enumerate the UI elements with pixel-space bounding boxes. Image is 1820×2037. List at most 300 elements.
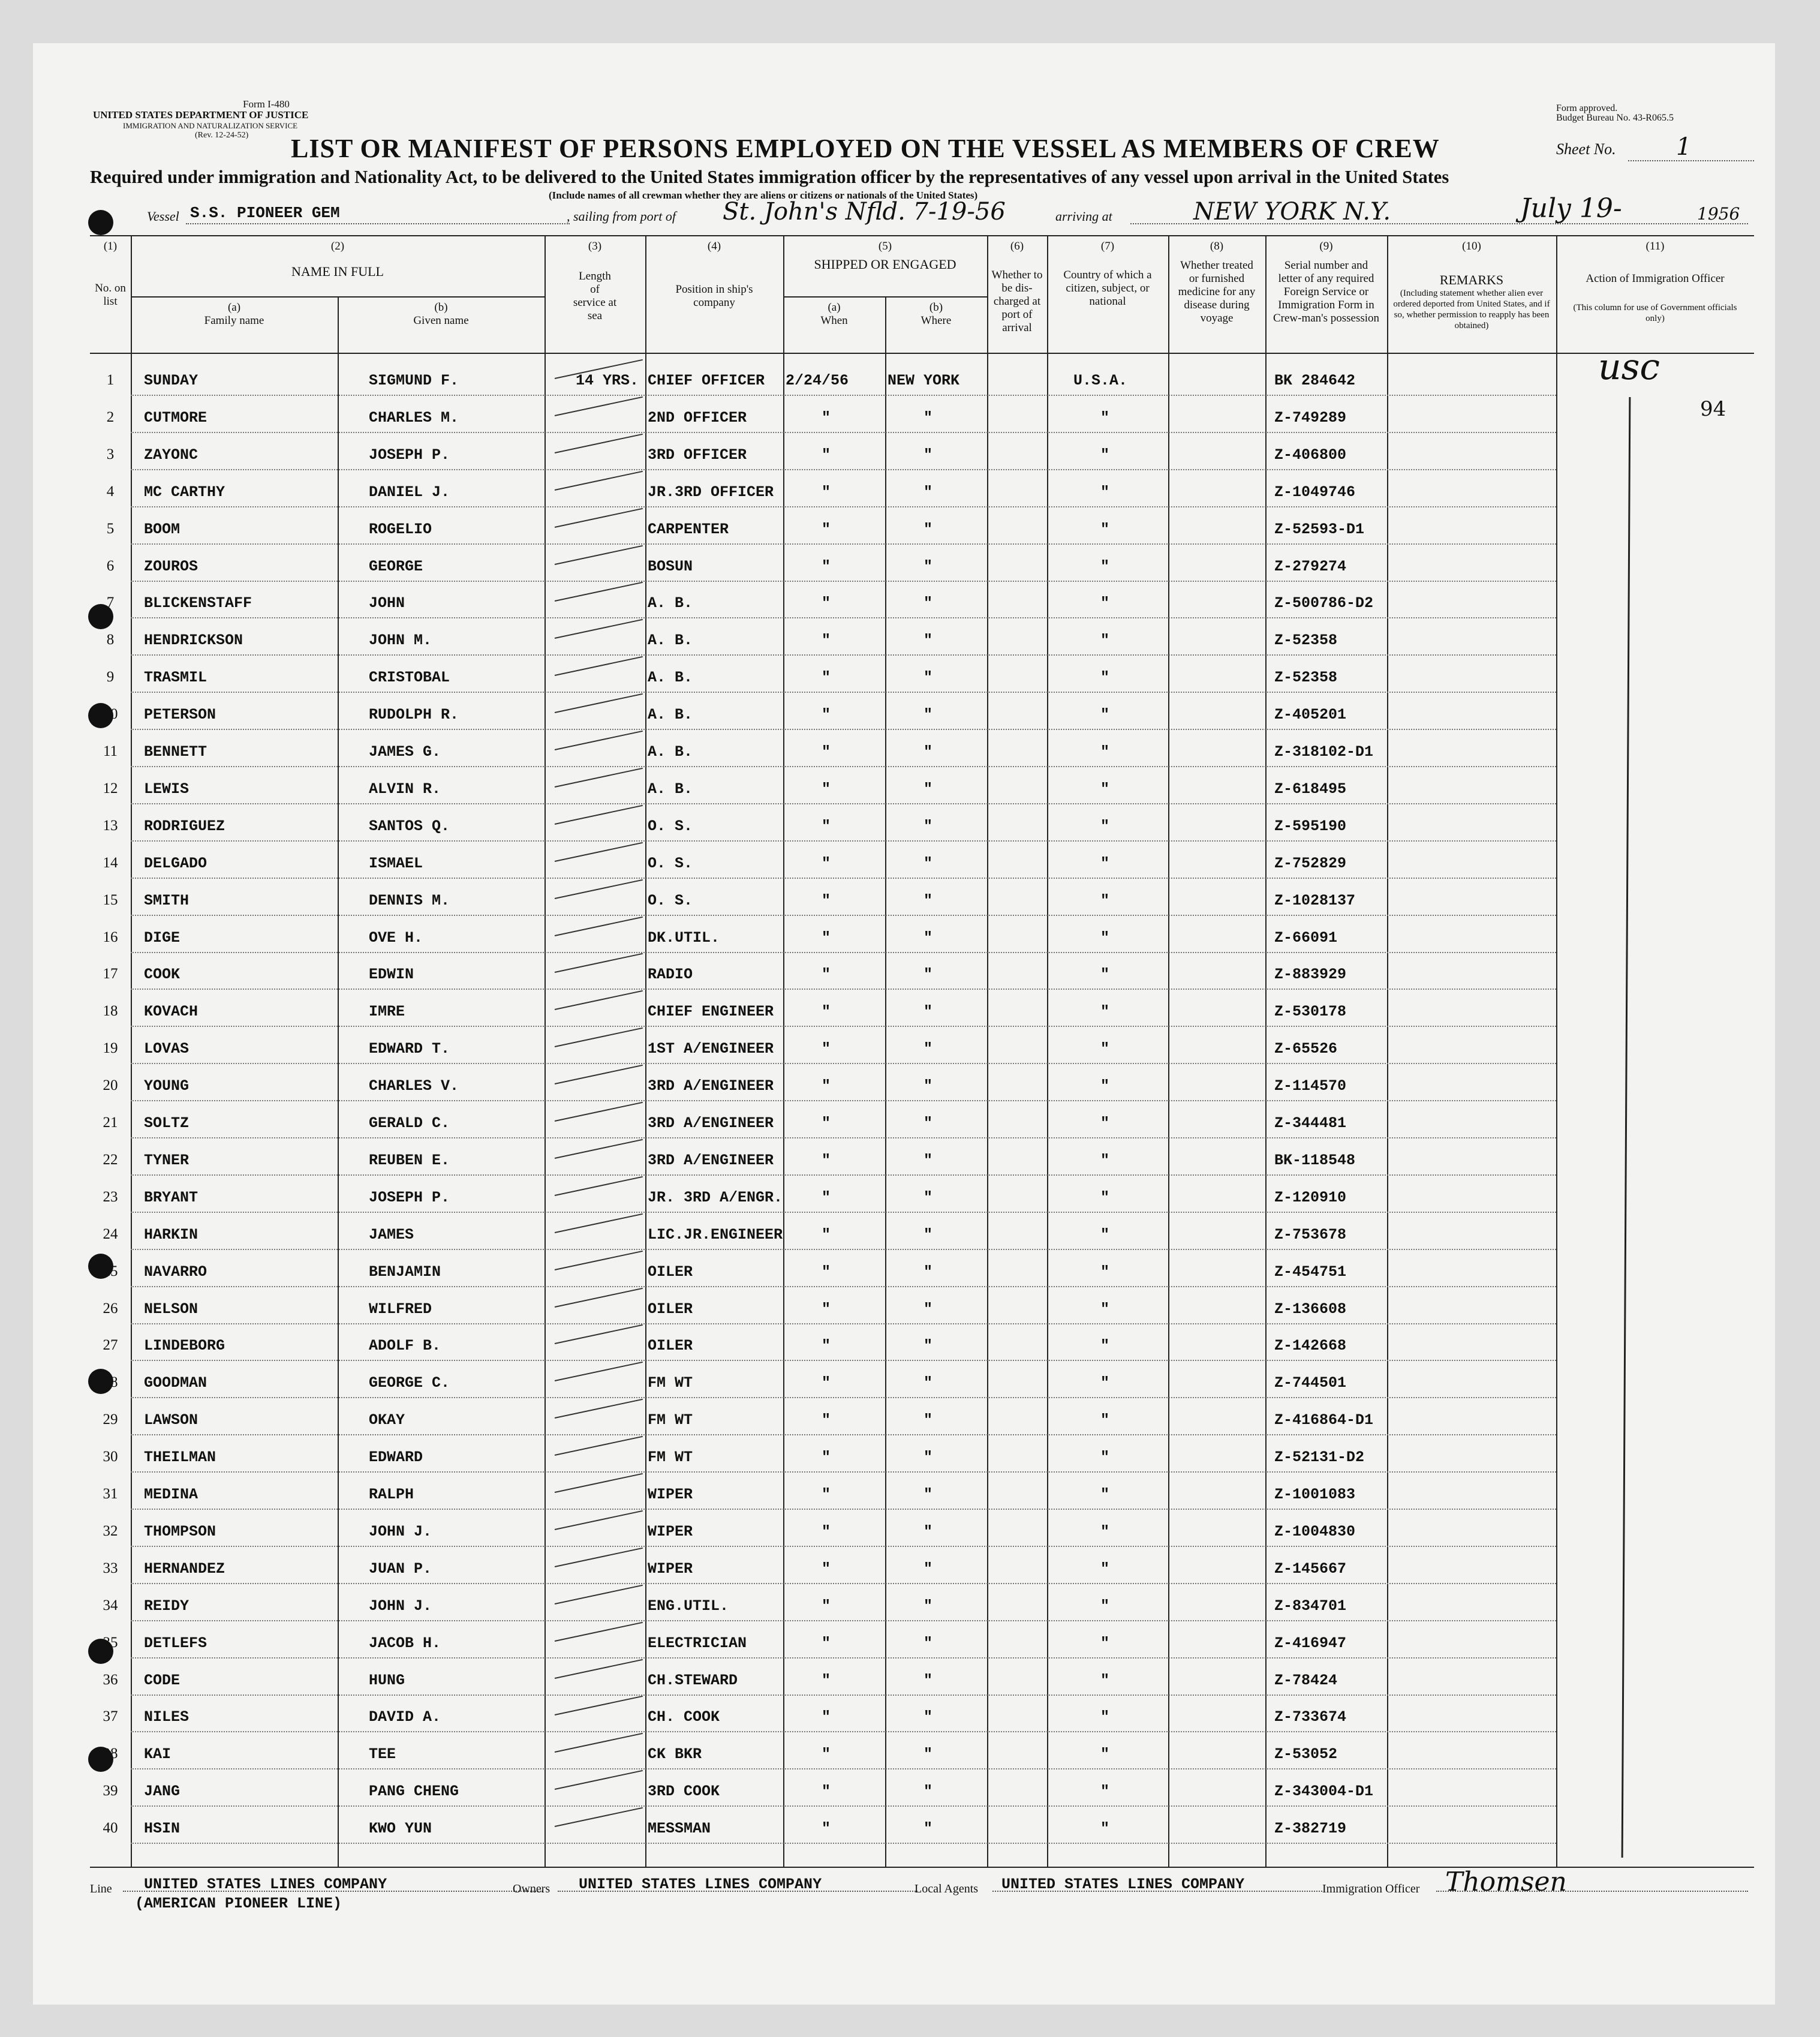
cell-serial: Z-500786-D2	[1274, 594, 1374, 612]
cell-country: "	[1100, 1300, 1110, 1318]
cell-no: 34	[103, 1597, 118, 1614]
cell-where: "	[923, 520, 933, 538]
row-guide-line	[131, 1695, 1556, 1696]
cell-position: CARPENTER	[648, 520, 729, 538]
cell-serial: Z-318102-D1	[1274, 743, 1374, 761]
cell-country: "	[1100, 1820, 1110, 1838]
cell-no: 20	[103, 1077, 118, 1094]
header-treated: Whether treated or furnished medicine for any disease during voyage	[1178, 259, 1256, 325]
row-guide-line	[131, 654, 1556, 656]
cell-given: KWO YUN	[369, 1820, 432, 1838]
row-guide-line	[131, 1360, 1556, 1361]
cell-family: TRASMIL	[144, 669, 207, 687]
include-note: (Include names of all crewman whether they are aliens or citizens or nationals of the United States)	[549, 190, 978, 201]
length-slash-mark	[555, 396, 643, 416]
cell-serial: Z-52358	[1274, 632, 1338, 650]
row-guide-line	[131, 1805, 1556, 1807]
col-divider	[645, 235, 646, 1867]
length-slash-mark	[555, 1287, 643, 1307]
cell-given: JUAN P.	[369, 1560, 432, 1578]
cell-country: "	[1100, 669, 1110, 687]
cell-no: 29	[103, 1411, 118, 1428]
header-when: When	[820, 314, 848, 327]
header-bottom-border	[90, 353, 1754, 354]
cell-position: JR.3RD OFFICER	[648, 483, 774, 501]
cell-given: JOSEPH P.	[369, 1188, 450, 1206]
cell-position: A. B.	[648, 669, 693, 687]
cell-country: "	[1100, 780, 1110, 798]
cell-given: CHARLES V.	[369, 1077, 459, 1095]
cell-serial: Z-52593-D1	[1274, 520, 1365, 538]
cell-serial: Z-744501	[1274, 1374, 1347, 1392]
cell-no: 3	[106, 446, 115, 462]
arriving-line	[1130, 223, 1748, 224]
length-slash-mark	[555, 1324, 643, 1344]
cell-country: U.S.A.	[1073, 372, 1128, 389]
cell-where: "	[923, 1634, 933, 1652]
cell-serial: Z-1049746	[1274, 483, 1356, 501]
cell-family: THOMPSON	[144, 1522, 216, 1540]
cell-where: "	[923, 1225, 933, 1243]
cell-when: "	[822, 966, 831, 984]
cell-country: "	[1100, 743, 1110, 761]
header-serial: Serial number and letter of any required Foreign Service or Immigration Form in Crew-man's possession	[1273, 259, 1380, 325]
cell-no: 22	[103, 1151, 118, 1168]
cell-given: DANIEL J.	[369, 483, 450, 501]
cell-position: CH.STEWARD	[648, 1671, 738, 1689]
cell-given: DENNIS M.	[369, 891, 450, 909]
cell-no: 7	[106, 594, 115, 611]
cell-country: "	[1100, 1745, 1110, 1763]
header-country: Country of which a citizen, subject, or national	[1063, 269, 1152, 308]
cell-family: HARKIN	[144, 1225, 198, 1243]
cell-given: JOHN	[369, 594, 405, 612]
cell-serial: Z-595190	[1274, 817, 1347, 835]
cell-when: "	[822, 632, 831, 650]
row-guide-line	[131, 1249, 1556, 1250]
cell-given: PANG CHENG	[369, 1783, 459, 1801]
cell-where: "	[923, 1300, 933, 1318]
cell-serial: Z-343004-D1	[1274, 1783, 1374, 1801]
row-guide-line	[131, 469, 1556, 470]
cell-country: "	[1100, 557, 1110, 575]
owners-underline	[558, 1891, 917, 1892]
cell-family: JANG	[144, 1783, 181, 1801]
cell-given: JOHN J.	[369, 1597, 432, 1615]
cell-no: 28	[103, 1374, 118, 1391]
cell-serial: Z-52131-D2	[1274, 1449, 1365, 1467]
cell-where: "	[923, 1374, 933, 1392]
cell-when: "	[822, 706, 831, 724]
length-slash-mark	[555, 1176, 643, 1196]
col-divider	[783, 235, 784, 1867]
header-remarks: REMARKS	[1439, 272, 1504, 287]
cell-where: "	[923, 1040, 933, 1058]
cell-family: HERNANDEZ	[144, 1560, 225, 1578]
cell-position: 3RD COOK	[648, 1783, 720, 1801]
cell-where: "	[923, 446, 933, 464]
cell-position: LIC.JR.ENGINEER	[648, 1225, 783, 1243]
cell-country: "	[1100, 891, 1110, 909]
cell-given: JOHN M.	[369, 632, 432, 650]
cell-where: "	[923, 817, 933, 835]
cell-country: "	[1100, 854, 1110, 872]
length-slash-mark	[555, 1621, 643, 1641]
row-guide-line	[131, 803, 1556, 804]
cell-position: 3RD A/ENGINEER	[648, 1114, 774, 1132]
cell-country: "	[1100, 520, 1110, 538]
cell-where: "	[923, 408, 933, 426]
cell-position: DK.UTIL.	[648, 929, 720, 947]
row-guide-line	[131, 1620, 1556, 1621]
cell-position: RADIO	[648, 966, 693, 984]
cell-where: "	[923, 1077, 933, 1095]
cell-no: 10	[103, 706, 118, 723]
header-action: Action of Immigration Officer	[1586, 272, 1725, 285]
col-divider	[545, 235, 546, 1867]
cell-family: DIGE	[144, 929, 181, 947]
cell-position: 2ND OFFICER	[648, 408, 747, 426]
length-slash-mark	[555, 842, 643, 862]
length-slash-mark	[555, 990, 643, 1010]
cell-position: WIPER	[648, 1486, 693, 1503]
cell-country: "	[1100, 1486, 1110, 1503]
cell-where: "	[923, 1114, 933, 1132]
cell-country: "	[1100, 1597, 1110, 1615]
cell-no: 31	[103, 1486, 118, 1502]
cell-given: RUDOLPH R.	[369, 706, 459, 724]
cell-given: EDWARD	[369, 1449, 423, 1467]
cell-when: "	[822, 1374, 831, 1392]
cell-country: "	[1100, 1708, 1110, 1726]
cell-where: "	[923, 891, 933, 909]
row-guide-line	[131, 1397, 1556, 1398]
cell-when: "	[822, 854, 831, 872]
cell-given: REUBEN E.	[369, 1151, 450, 1169]
sailing-label: , sailing from port of	[567, 209, 676, 224]
col-divider	[338, 296, 339, 1867]
cell-country: "	[1100, 1337, 1110, 1355]
cell-when: "	[822, 1671, 831, 1689]
page-title: LIST OR MANIFEST OF PERSONS EMPLOYED ON THE VESSEL AS MEMBERS OF CREW	[291, 134, 1440, 163]
length-slash-mark	[555, 1139, 643, 1159]
cell-where: "	[923, 1411, 933, 1429]
cell-serial: Z-416864-D1	[1274, 1411, 1374, 1429]
cell-family: KAI	[144, 1745, 172, 1763]
cell-given: ADOLF B.	[369, 1337, 441, 1355]
row-guide-line	[131, 915, 1556, 916]
cell-given: HUNG	[369, 1671, 405, 1689]
cell-country: "	[1100, 966, 1110, 984]
cell-when: "	[822, 594, 831, 612]
cell-where: "	[923, 1449, 933, 1467]
cell-when: "	[822, 1114, 831, 1132]
cell-country: "	[1100, 1671, 1110, 1689]
cell-family: BOOM	[144, 520, 181, 538]
cell-family: LEWIS	[144, 780, 189, 798]
row-guide-line	[131, 1137, 1556, 1138]
cell-family: ZAYONC	[144, 446, 198, 464]
cell-where: "	[923, 594, 933, 612]
cell-when: "	[822, 1708, 831, 1726]
cell-serial: Z-405201	[1274, 706, 1347, 724]
cell-serial: Z-120910	[1274, 1188, 1347, 1206]
form-number: Form I-480	[243, 98, 290, 110]
cell-country: "	[1100, 1560, 1110, 1578]
row-guide-line	[131, 1471, 1556, 1473]
cell-when: "	[822, 483, 831, 501]
cell-no: 38	[103, 1745, 118, 1762]
cell-serial: Z-114570	[1274, 1077, 1347, 1095]
cell-given: IMRE	[369, 1003, 405, 1021]
cell-country: "	[1100, 632, 1110, 650]
header-given-name: Given name	[413, 314, 469, 327]
cell-country: "	[1100, 1003, 1110, 1021]
cell-family: HENDRICKSON	[144, 632, 243, 650]
cell-no: 14	[103, 854, 118, 871]
cell-family: HSIN	[144, 1820, 181, 1838]
length-slash-mark	[555, 693, 643, 713]
length-slash-mark	[555, 1102, 643, 1122]
arriving-port: NEW YORK N.Y.	[1193, 198, 1391, 226]
vessel-line	[186, 223, 570, 224]
cell-position: 1ST A/ENGINEER	[648, 1040, 774, 1058]
length-slash-mark	[555, 656, 643, 676]
col-num-4: (4)	[707, 240, 721, 253]
cell-position: O. S.	[648, 891, 693, 909]
length-slash-mark	[555, 619, 643, 639]
line-label: Line	[90, 1882, 112, 1895]
cell-family: SOLTZ	[144, 1114, 189, 1132]
cell-family: NAVARRO	[144, 1263, 207, 1281]
length-slash-mark	[555, 1510, 643, 1530]
department: UNITED STATES DEPARTMENT OF JUSTICE	[93, 109, 309, 121]
col-divider	[987, 235, 988, 1867]
row-guide-line	[131, 1657, 1556, 1659]
cell-when: "	[822, 780, 831, 798]
cell-country: "	[1100, 408, 1110, 426]
col-num-7: (7)	[1100, 240, 1115, 253]
cell-when: "	[822, 446, 831, 464]
header-action-note: (This column for use of Government officials only)	[1573, 303, 1737, 323]
cell-where: "	[923, 1263, 933, 1281]
header-discharged: Whether to be dis-charged at port of arrival	[991, 269, 1043, 334]
row-guide-line	[131, 543, 1556, 545]
cell-family: KOVACH	[144, 1003, 198, 1021]
line-value: UNITED STATES LINES COMPANY	[144, 1876, 387, 1893]
cell-no: 39	[103, 1783, 118, 1799]
cell-family: REIDY	[144, 1597, 189, 1615]
cell-serial: Z-1001083	[1274, 1486, 1356, 1503]
cell-position: A. B.	[648, 594, 693, 612]
cell-serial: Z-66091	[1274, 929, 1338, 947]
cell-no: 2	[106, 408, 115, 425]
cell-country: "	[1100, 1151, 1110, 1169]
cell-no: 24	[103, 1225, 118, 1242]
cell-no: 9	[106, 669, 115, 686]
length-slash-mark	[555, 545, 643, 564]
cell-serial: Z-53052	[1274, 1745, 1338, 1763]
cell-given: RALPH	[369, 1486, 414, 1503]
length-slash-mark	[555, 768, 643, 788]
row-guide-line	[131, 1212, 1556, 1213]
length-slash-mark	[555, 805, 643, 825]
cell-serial: BK-118548	[1274, 1151, 1356, 1169]
cell-when: "	[822, 1597, 831, 1615]
row-guide-line	[131, 617, 1556, 618]
col-num-6: (6)	[1010, 240, 1024, 253]
cell-where: "	[923, 669, 933, 687]
cell-family: BRYANT	[144, 1188, 198, 1206]
cell-no: 16	[103, 929, 118, 945]
cell-given: JAMES G.	[369, 743, 441, 761]
cell-family: SMITH	[144, 891, 189, 909]
cell-when: "	[822, 669, 831, 687]
cell-given: SANTOS Q.	[369, 817, 450, 835]
cell-serial: Z-834701	[1274, 1597, 1347, 1615]
cell-family: ZOUROS	[144, 557, 198, 575]
cell-length: 14 YRS.	[576, 372, 639, 389]
length-slash-mark	[555, 1733, 643, 1753]
vessel-name: S.S. PIONEER GEM	[190, 204, 340, 222]
col-divider	[885, 296, 886, 1867]
length-slash-mark	[555, 916, 643, 936]
cell-position: 3RD OFFICER	[648, 446, 747, 464]
cell-country: "	[1100, 1634, 1110, 1652]
cell-position: O. S.	[648, 817, 693, 835]
cell-serial: Z-1004830	[1274, 1522, 1356, 1540]
cell-position: OILER	[648, 1300, 693, 1318]
cell-given: GEORGE	[369, 557, 423, 575]
header-given-b: (b)	[434, 301, 448, 314]
header-length: Length of service at sea	[573, 270, 617, 322]
cell-serial: Z-416947	[1274, 1634, 1347, 1652]
row-guide-line	[131, 1509, 1556, 1510]
cell-no: 13	[103, 817, 118, 834]
length-slash-mark	[555, 731, 643, 750]
cell-given: SIGMUND F.	[369, 372, 459, 389]
cell-where: "	[923, 966, 933, 984]
cell-serial: Z-749289	[1274, 408, 1347, 426]
cell-position: CHIEF OFFICER	[648, 372, 765, 389]
cell-country: "	[1100, 929, 1110, 947]
cell-family: YOUNG	[144, 1077, 189, 1095]
cell-family: DETLEFS	[144, 1634, 207, 1652]
officer-underline	[1436, 1891, 1748, 1892]
cell-no: 6	[106, 557, 115, 574]
col-num-8: (8)	[1210, 240, 1224, 253]
cell-country: "	[1100, 483, 1110, 501]
cell-no: 12	[103, 780, 118, 797]
cell-where: "	[923, 1745, 933, 1763]
cell-country: "	[1100, 706, 1110, 724]
cell-given: ROGELIO	[369, 520, 432, 538]
cell-given: ALVIN R.	[369, 780, 441, 798]
cell-where: "	[923, 1560, 933, 1578]
line-value-2: (AMERICAN PIONEER LINE)	[135, 1895, 342, 1912]
action-bracket-line	[1622, 397, 1631, 1858]
cell-when: "	[822, 929, 831, 947]
cell-where: "	[923, 1003, 933, 1021]
cell-country: "	[1100, 1263, 1110, 1281]
cell-no: 5	[106, 520, 115, 537]
col-num-10: (10)	[1462, 240, 1481, 253]
cell-given: DAVID A.	[369, 1708, 441, 1726]
cell-given: EDWARD T.	[369, 1040, 450, 1058]
cell-given: JAMES	[369, 1225, 414, 1243]
header-shipped: SHIPPED OR ENGAGED	[814, 257, 956, 272]
sheet-number: 1	[1676, 133, 1692, 161]
cell-when: "	[822, 1522, 831, 1540]
row-guide-line	[131, 1026, 1556, 1027]
cell-when: "	[822, 520, 831, 538]
header-family-a: (a)	[227, 301, 241, 314]
cell-no: 4	[106, 483, 115, 500]
length-slash-mark	[555, 1548, 643, 1567]
cell-country: "	[1100, 446, 1110, 464]
cell-serial: Z-78424	[1274, 1671, 1338, 1689]
row-guide-line	[131, 952, 1556, 953]
cell-no: 27	[103, 1337, 118, 1354]
cell-given: EDWIN	[369, 966, 414, 984]
length-slash-mark	[555, 953, 643, 973]
row-guide-line	[131, 989, 1556, 990]
cell-serial: Z-733674	[1274, 1708, 1347, 1726]
cell-position: JR. 3RD A/ENGR.	[648, 1188, 783, 1206]
length-slash-mark	[555, 1027, 643, 1047]
row-guide-line	[131, 878, 1556, 879]
length-slash-mark	[555, 1213, 643, 1233]
cell-position: BOSUN	[648, 557, 693, 575]
length-slash-mark	[555, 1250, 643, 1270]
cell-family: GOODMAN	[144, 1374, 207, 1392]
length-slash-mark	[555, 1585, 643, 1605]
cell-when: "	[822, 1745, 831, 1763]
cell-family: COOK	[144, 966, 181, 984]
cell-when: "	[822, 1040, 831, 1058]
arrival-year: 1956	[1697, 204, 1740, 224]
cell-when: "	[822, 1300, 831, 1318]
cell-when: "	[822, 1486, 831, 1503]
cell-no: 37	[103, 1708, 118, 1725]
cell-no: 32	[103, 1522, 118, 1539]
row-guide-line	[131, 729, 1556, 730]
length-slash-mark	[555, 434, 643, 453]
cell-given: OVE H.	[369, 929, 423, 947]
cell-given: CHARLES M.	[369, 408, 459, 426]
agents-label: Local Agents	[914, 1882, 979, 1895]
cell-country: "	[1100, 594, 1110, 612]
cell-serial: Z-883929	[1274, 966, 1347, 984]
cell-country: "	[1100, 1522, 1110, 1540]
cell-position: 3RD A/ENGINEER	[648, 1151, 774, 1169]
punch-hole	[88, 210, 113, 235]
cell-family: NILES	[144, 1708, 189, 1726]
row-guide-line	[131, 840, 1556, 842]
cell-when: 2/24/56	[786, 372, 849, 389]
cell-position: WIPER	[648, 1560, 693, 1578]
row-guide-line	[131, 1546, 1556, 1547]
cell-where: "	[923, 1337, 933, 1355]
row-guide-line	[131, 432, 1556, 433]
cell-no: 11	[103, 743, 118, 759]
cell-when: "	[822, 1783, 831, 1801]
subtitle: Required under immigration and Nationality Act, to be delivered to the United States immigration officer by the representatives of any vessel upon arrival in the United States	[90, 167, 1449, 187]
cell-position: ELECTRICIAN	[648, 1634, 747, 1652]
cell-where: "	[923, 632, 933, 650]
cell-position: MESSMAN	[648, 1820, 711, 1838]
cell-family: BENNETT	[144, 743, 207, 761]
